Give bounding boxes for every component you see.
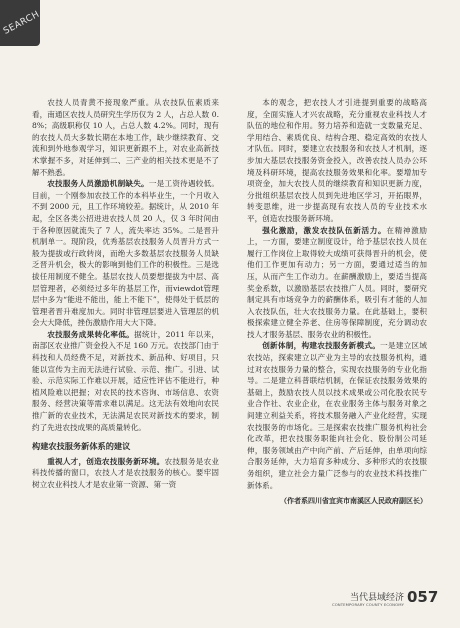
paragraph-heading: 创新体制，构建农技服务新模式。 xyxy=(262,341,381,351)
paragraph xyxy=(32,329,219,433)
paragraph-body: 据统计，2011 年以来，南部区农业推广资金投入不足 160 万元。农技部门由于科技和人员经费不足，对新技术、新品种、好项目，只能以宣传为主而无法进行试验、示范、推广。引进、试验、示范实际工作难以开展，适应性评估不能进行，种植风险难以把握；对农民的技术咨询、市场信息、农资服务、经营决策等需求难以满足。这无法有效地向农民推广新的农业技术，无法满足农民对新技术的要求，制约了先进农技成果的高质量转化。 xyxy=(32,329,220,432)
paragraph-heading: 农技服务人员激励机制缺失。 xyxy=(47,179,149,189)
paragraph-heading: 强化激励，激发农技队伍新活力。 xyxy=(262,225,387,235)
magazine-name-en: CONTEMPORARY COUNTY ECONOMY xyxy=(331,602,404,607)
section-title: 构建农技服务新体系的建议 xyxy=(32,441,131,452)
paragraph: 本的观念，把农技人才引进提到重要的战略高度，全面实施人才兴农战略，充分重视农业科技人才队伍的地位和作用。努力培养和造就一支数量充足、学用结合、素质优良、结构合理、稳定高效的农技人才队伍。同时，要建立农技服务和农技人才机制，逐步加大基层农技服务资金投入，改善农技人员办公环境及科研环境，提高农技服务效果和化率。要增加专项资金，加大农技人员的继续教育和知识更新力度，分批组织基层农技人员到先进地区学习，开拓眼界，转变思维，进一步提高现有农技人员的专业技术水平，创造农技服务新环境。 xyxy=(247,98,427,223)
paragraph-heading: 农技服务成果转化率低。 xyxy=(47,329,135,339)
paragraph xyxy=(247,225,427,341)
paragraph xyxy=(32,178,219,329)
paragraph-body: 农技服务是农业科技传播的窗口，农技人才是农技服务的核心。要牢固树立农业科技人才是农业第一资源、第一资 xyxy=(32,456,220,489)
left-column xyxy=(32,97,219,491)
paragraph-body: 一是工资待遇较低。目前，一个刚参加农技工作的本科毕业生，一个月收入不到 2000 元，且工作环境较差。据统计，从 2010 年起，全区各类公招进进农技人员 20 人，仅 3 年时间由于各种原因就流失了 7 人，流失率达 35%。二是晋升机制单一。现阶段，优秀基层农技服务人员晋升方式一般为提拔或行政转岗，而绝大多数基层农技服务人员缺乏晋升机会，极大的影响到他们工作的积极性。三是选拔任用制度不健全。基层农技人员要想提拔为中层、高层管理者，必须经过多年的基层工作，而viewdot管理层中多为“能进不能出，能上不能下”，使得处于低层的管理者晋升难度加大。同时非管理层要进入管理层的机会大大降低，挫伤激励作用大大下降。 xyxy=(32,179,220,328)
paragraph-body: 一是建立区域农技站，探索建立以产业为主导的农技服务机构，通过对农技服务力量的整合，实现农技服务的专业化指导。二是建立科普联结机制，在保证农技服务效果的基础上，鼓励农技人员以技术成果或公司化股农民专业合作社、农业企业，在农业服务主体与服务对象之间建立利益关系，将技术服务融入产业化经营，实现农技服务的市场化。三是探索农技推广服务机构社会化改革，把农技服务职能向社会化、股份制公司延伸，服务领域由产中向产前、产后延伸，由单项向综合服务延伸，大力培育多种成分、多种形式的农技服务组织，建立社会力量广泛参与的农业技术科技推广新体系。 xyxy=(247,341,428,490)
section-corner-tab xyxy=(0,0,40,46)
corner-label: SEARCH xyxy=(2,9,42,37)
paragraph xyxy=(247,340,427,491)
author-note: （作者系四川省宜宾市南溪区人民政府副区长） xyxy=(280,496,427,506)
page-number: 057 xyxy=(407,588,439,606)
paragraph-body: 在精神激励上，一方面，要建立制度设计，给予基层农技人员在履行工作岗位上取得较大成绩可获得晋升的机会，使他们工作更加有动力；另一方面，要通过适当的加压，从而产生工作动力。在薪酬激励上，要适当提高奖金系数，以激励基层农技推广人员。同时，要研究制定具有市场竞争力的薪酬体系，吸引有才能的人加入农技队伍，壮大农技服务力量。在此基础上，要积极探索建立健全养老、住房等保障制度，充分调动农技人才服务基层、服务农业的积极性。 xyxy=(247,225,428,339)
paragraph: 农技人员青黄不接现象严重。从农技队伍素质来看，南通区农技人员研究生学历仅为 2 人，占总人数 0.8%；高级职称仅 10 人，占总人数 4.2%。同时，现有的农技人员大多数长期在本地工作，缺少继续教育、交流和到外地参观学习，知识更新跟不上，对农业高新技术掌握不多，对延伸到二、三产业的相关技术更是不了解不熟悉。 xyxy=(32,98,219,177)
page-footer xyxy=(320,588,439,618)
paragraph xyxy=(32,456,219,491)
magazine-name: 当代县域经济 xyxy=(349,593,404,603)
right-column xyxy=(247,97,427,507)
paragraph-heading: 重视人才，创造农技服务新环境。 xyxy=(47,456,165,466)
